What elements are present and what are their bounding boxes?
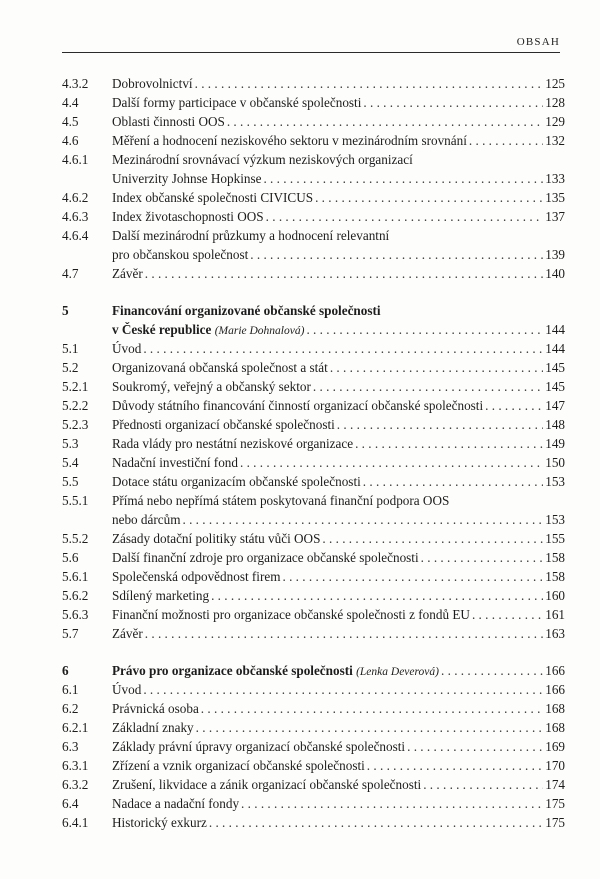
entry-title: Další mezinárodní průzkumy a hodnocení relevantní	[112, 228, 390, 243]
entry-number: 6.4.1	[62, 815, 89, 830]
toc-entry	[62, 131, 565, 150]
entry-number: 4.6.1	[62, 152, 89, 167]
entry-number: 5.4	[62, 455, 79, 470]
toc-entry	[62, 529, 565, 548]
dot-leader	[211, 586, 543, 605]
entry-title: Historický exkurz	[112, 815, 207, 830]
toc-entry	[62, 586, 565, 605]
toc-entry	[62, 472, 565, 491]
entry-title: Zásady dotační politiky státu vůči OOS	[112, 531, 321, 546]
toc-entry	[62, 737, 565, 756]
dot-leader	[145, 624, 543, 643]
entry-number: 5	[62, 303, 69, 318]
page-number: 175	[545, 815, 565, 830]
page-number: 144	[545, 341, 565, 356]
entry-number: 6.3.1	[62, 758, 89, 773]
entry-title: pro občanskou společnost	[112, 247, 249, 262]
dot-leader	[441, 661, 543, 680]
entry-title: Další finanční zdroje pro organizace občanské společnosti	[112, 550, 419, 565]
toc-entry	[62, 548, 565, 567]
entry-number: 5.6.1	[62, 569, 89, 584]
dot-leader	[367, 756, 543, 775]
entry-number: 4.3.2	[62, 76, 89, 91]
entry-title: Nadace a nadační fondy	[112, 796, 240, 811]
entry-title: Důvody státního financování činností organizací občanské společnosti	[112, 398, 484, 413]
page-number: 145	[545, 379, 565, 394]
entry-number: 4.4	[62, 95, 79, 110]
page-number: 125	[545, 76, 565, 91]
dot-leader	[322, 529, 543, 548]
entry-title: Úvod	[112, 341, 142, 356]
entry-number: 5.2.3	[62, 417, 89, 432]
dot-leader	[195, 74, 544, 93]
page-number: 163	[545, 626, 565, 641]
entry-number: 5.5.1	[62, 493, 89, 508]
entry-title: Sdílený marketing	[112, 588, 210, 603]
page-number: 128	[545, 95, 565, 110]
entry-number: 6.2	[62, 701, 79, 716]
toc-entry	[62, 264, 565, 283]
entry-title: Soukromý, veřejný a občanský sektor	[112, 379, 311, 394]
entry-number: 4.6.3	[62, 209, 89, 224]
entry-title: nebo dárcům	[112, 512, 181, 527]
dot-leader	[330, 358, 543, 377]
entry-title: Univerzity Johnse Hopkinse	[112, 171, 262, 186]
toc-entry	[62, 680, 565, 699]
entry-number: 6.3	[62, 739, 79, 754]
entry-title: Oblasti činnosti OOS	[112, 114, 225, 129]
entry-title: Zřízení a vznik organizací občanské společnosti	[112, 758, 365, 773]
entry-title: Organizovaná občanská společnost a stát	[112, 360, 328, 375]
dot-leader	[209, 813, 543, 832]
entry-title: Financování organizované občanské společnosti	[112, 303, 381, 318]
dot-leader	[407, 737, 543, 756]
dot-leader	[263, 169, 543, 188]
entry-number: 4.7	[62, 266, 79, 281]
toc-entry	[62, 396, 565, 415]
entry-title: Finanční možnosti pro organizace občanské společnosti z fondů EU	[112, 607, 470, 622]
toc-entry	[62, 339, 565, 358]
page-number: 137	[545, 209, 565, 224]
page-number: 135	[545, 190, 565, 205]
header-label: OBSAH	[516, 36, 560, 48]
entry-number: 6.3.2	[62, 777, 89, 792]
toc-entry	[62, 434, 565, 453]
entry-title: Společenská odpovědnost firem	[112, 569, 281, 584]
entry-title: Závěr	[112, 266, 143, 281]
page-number: 160	[545, 588, 565, 603]
page-number: 155	[545, 531, 565, 546]
page-number: 133	[545, 171, 565, 186]
page-number: 175	[545, 796, 565, 811]
toc-entry	[62, 358, 565, 377]
toc-entry	[62, 491, 565, 529]
page-number: 169	[545, 739, 565, 754]
toc-entry	[62, 718, 565, 737]
entry-number: 5.5	[62, 474, 79, 489]
dot-leader	[266, 207, 544, 226]
dot-leader	[423, 775, 543, 794]
entry-title: Dobrovolnictví	[112, 76, 193, 91]
toc-entry	[62, 813, 565, 832]
dot-leader	[363, 472, 543, 491]
dot-leader	[363, 93, 543, 112]
entry-title: Závěr	[112, 626, 143, 641]
page-number: 166	[545, 663, 565, 678]
entry-number: 6.1	[62, 682, 79, 697]
toc-entry	[62, 93, 565, 112]
page-number: 149	[545, 436, 565, 451]
page-number: 144	[545, 322, 565, 337]
toc-entry	[62, 377, 565, 396]
entry-number: 5.7	[62, 626, 79, 641]
dot-leader	[306, 320, 543, 339]
dot-leader	[240, 453, 543, 472]
page-number: 139	[545, 247, 565, 262]
entry-number: 5.6.2	[62, 588, 89, 603]
dot-leader	[143, 680, 543, 699]
entry-title: Základní znaky	[112, 720, 194, 735]
page-number: 168	[545, 720, 565, 735]
page-number: 147	[545, 398, 565, 413]
entry-title: Dotace státu organizacím občanské společnosti	[112, 474, 361, 489]
page-number: 158	[545, 550, 565, 565]
entry-title: Mezinárodní srovnávací výzkum neziskových organizací	[112, 152, 413, 167]
toc-entry	[62, 794, 565, 813]
toc-entry	[62, 699, 565, 718]
dot-leader	[143, 339, 543, 358]
page-number: 148	[545, 417, 565, 432]
page-number: 158	[545, 569, 565, 584]
page-number: 161	[545, 607, 565, 622]
table-of-contents	[62, 74, 565, 832]
page-number: 140	[545, 266, 565, 281]
page-number: 145	[545, 360, 565, 375]
entry-number: 5.1	[62, 341, 79, 356]
entry-title: Další formy participace v občanské společnosti	[112, 95, 362, 110]
toc-entry	[62, 150, 565, 188]
entry-number: 6.2.1	[62, 720, 89, 735]
entry-number: 5.2	[62, 360, 79, 375]
dot-leader	[337, 415, 543, 434]
dot-leader	[315, 188, 543, 207]
entry-number: 5.6	[62, 550, 79, 565]
entry-author: (Marie Dohnalová)	[214, 325, 305, 337]
toc-entry	[62, 188, 565, 207]
toc-entry	[62, 775, 565, 794]
entry-title: Základy právní úpravy organizací občanské společnosti	[112, 739, 406, 754]
toc-entry	[62, 112, 565, 131]
page-number: 174	[545, 777, 565, 792]
entry-title: Index životaschopnosti OOS	[112, 209, 264, 224]
entry-title: Právo pro organizace občanské společnosti	[112, 663, 353, 678]
entry-title: Přednosti organizací občanské společnosti	[112, 417, 335, 432]
toc-entry	[62, 74, 565, 93]
toc-entry	[62, 453, 565, 472]
entry-number: 4.6.2	[62, 190, 89, 205]
toc-entry	[62, 605, 565, 624]
entry-number: 5.2.1	[62, 379, 89, 394]
entry-title: Index občanské společnosti CIVICUS	[112, 190, 314, 205]
section-gap	[62, 643, 565, 661]
dot-leader	[227, 112, 543, 131]
entry-number: 4.5	[62, 114, 79, 129]
entry-number: 4.6	[62, 133, 79, 148]
dot-leader	[282, 567, 543, 586]
entry-title: Zrušení, likvidace a zánik organizací občanské společnosti	[112, 777, 422, 792]
entry-number: 5.3	[62, 436, 79, 451]
dot-leader	[182, 510, 543, 529]
entry-number: 6.4	[62, 796, 79, 811]
toc-entry	[62, 207, 565, 226]
entry-title: Měření a hodnocení neziskového sektoru v mezinárodním srovnání	[112, 133, 467, 148]
dot-leader	[241, 794, 543, 813]
page-number: 129	[545, 114, 565, 129]
dot-leader	[196, 718, 544, 737]
entry-number: 5.6.3	[62, 607, 89, 622]
entry-number: 5.5.2	[62, 531, 89, 546]
running-header	[62, 36, 560, 53]
toc-chapter	[62, 661, 565, 680]
page-number: 153	[545, 512, 565, 527]
dot-leader	[421, 548, 544, 567]
entry-number: 5.2.2	[62, 398, 89, 413]
toc-entry	[62, 567, 565, 586]
entry-title: Úvod	[112, 682, 142, 697]
dot-leader	[250, 245, 543, 264]
page-number: 153	[545, 474, 565, 489]
dot-leader	[469, 131, 543, 150]
page-number: 150	[545, 455, 565, 470]
entry-title: Rada vlády pro nestátní neziskové organizace	[112, 436, 354, 451]
dot-leader	[485, 396, 543, 415]
page-number: 168	[545, 701, 565, 716]
dot-leader	[472, 605, 543, 624]
dot-leader	[201, 699, 543, 718]
entry-title: v České republice	[112, 322, 212, 337]
toc-chapter	[62, 301, 565, 339]
section-gap	[62, 283, 565, 301]
page-number: 166	[545, 682, 565, 697]
dot-leader	[145, 264, 543, 283]
entry-title: Právnická osoba	[112, 701, 199, 716]
entry-number: 4.6.4	[62, 228, 89, 243]
entry-author: (Lenka Deverová)	[356, 666, 439, 678]
dot-leader	[313, 377, 543, 396]
page-number: 170	[545, 758, 565, 773]
toc-entry	[62, 624, 565, 643]
toc-entry	[62, 756, 565, 775]
entry-number: 6	[62, 663, 69, 678]
toc-entry	[62, 415, 565, 434]
entry-title: Přímá nebo nepřímá státem poskytovaná finanční podpora OOS	[112, 493, 450, 508]
entry-title: Nadační investiční fond	[112, 455, 238, 470]
dot-leader	[355, 434, 543, 453]
page-number: 132	[545, 133, 565, 148]
toc-entry	[62, 226, 565, 264]
